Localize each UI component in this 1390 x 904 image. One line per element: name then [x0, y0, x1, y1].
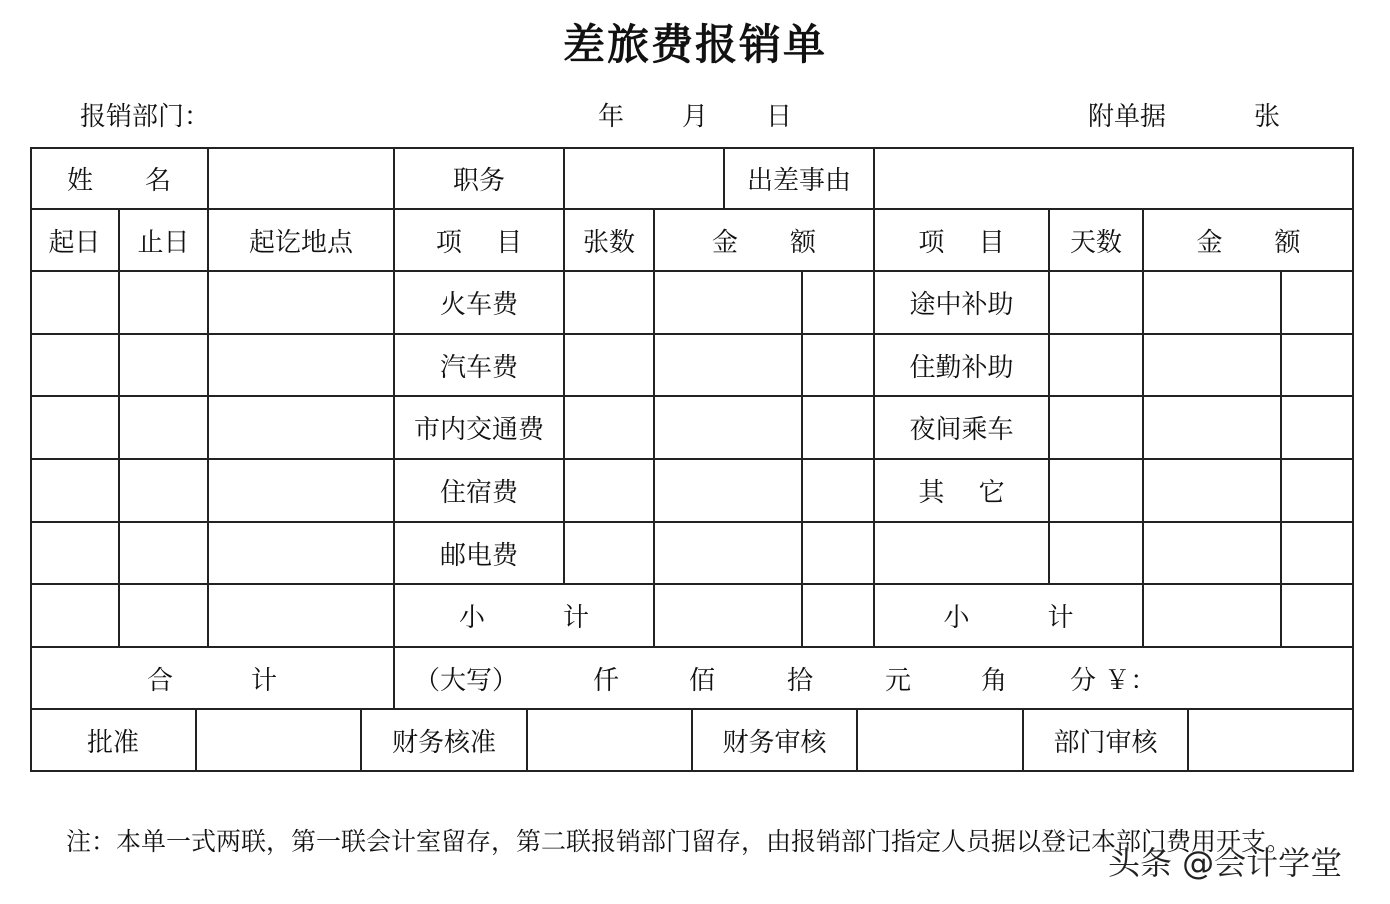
night-ride-label: 夜间乘车 — [909, 415, 1014, 445]
count-header: 张数 — [582, 227, 635, 258]
lodging-label: 住宿费 — [439, 478, 518, 508]
item-header-right: 项 目 — [918, 227, 1005, 258]
finance-approve-label: 财务核准 — [391, 728, 496, 758]
amount-header-right: 金 额 — [1196, 227, 1301, 258]
end-date-header: 止日 — [137, 227, 190, 258]
subtotal-right-label: 小 计 — [943, 603, 1074, 633]
unit-fen-yen: 分 ￥： — [1070, 665, 1157, 696]
travel-allowance-label: 途中补助 — [909, 290, 1014, 320]
amount-header-left: 金 额 — [711, 227, 816, 258]
name-label: 姓 名 — [66, 165, 171, 196]
form-title: 差旅费报销单 — [562, 20, 827, 69]
stay-allowance-label: 住勤补助 — [909, 352, 1014, 383]
other-label: 其 它 — [918, 478, 1005, 508]
start-date-header: 起日 — [48, 227, 101, 258]
post-field[interactable] — [564, 147, 724, 209]
trip-reason-label: 出差事由 — [746, 165, 851, 196]
train-fare-label: 火车费 — [439, 290, 518, 320]
year-label: 年 — [598, 102, 625, 132]
subtotal-left-label: 小 计 — [458, 603, 589, 633]
month-label: 月 — [682, 102, 709, 132]
day-label: 日 — [766, 102, 793, 132]
post-label: 职务 — [452, 165, 505, 196]
unit-bai: 佰 — [688, 665, 715, 696]
unit-yuan: 元 — [884, 665, 911, 696]
watermark: 头条 @会计学堂 — [1108, 844, 1343, 882]
days-header: 天数 — [1069, 227, 1122, 258]
attachments-label: 附单据 — [1088, 102, 1167, 132]
bus-fare-label: 汽车费 — [439, 352, 518, 383]
unit-jiao: 角 — [980, 665, 1007, 696]
local-transport-label: 市内交通费 — [413, 415, 544, 445]
dept-review-label: 部门审核 — [1053, 728, 1158, 758]
reimbursement-table — [30, 147, 1354, 772]
attachments-unit: 张 — [1254, 102, 1281, 132]
finance-review-label: 财务审核 — [722, 728, 827, 758]
total-label: 合 计 — [146, 665, 277, 696]
approve-label: 批准 — [86, 728, 139, 758]
footnote: 注：本单一式两联，第一联会计室留存，第二联报销部门留存，由报销部门指定人员据以登记本部门费用开支。 — [66, 827, 1292, 856]
trip-reason-field[interactable] — [874, 147, 1354, 209]
item-header-left: 项 目 — [435, 227, 523, 258]
name-field[interactable] — [208, 147, 394, 209]
route-header: 起讫地点 — [248, 227, 353, 258]
postal-telecom-label: 邮电费 — [439, 540, 518, 571]
dept-label: 报销部门： — [80, 102, 211, 132]
unit-qian: 仟 — [592, 665, 619, 696]
total-uppercase-label: （大写） — [414, 665, 519, 696]
unit-shi: 拾 — [786, 665, 813, 696]
